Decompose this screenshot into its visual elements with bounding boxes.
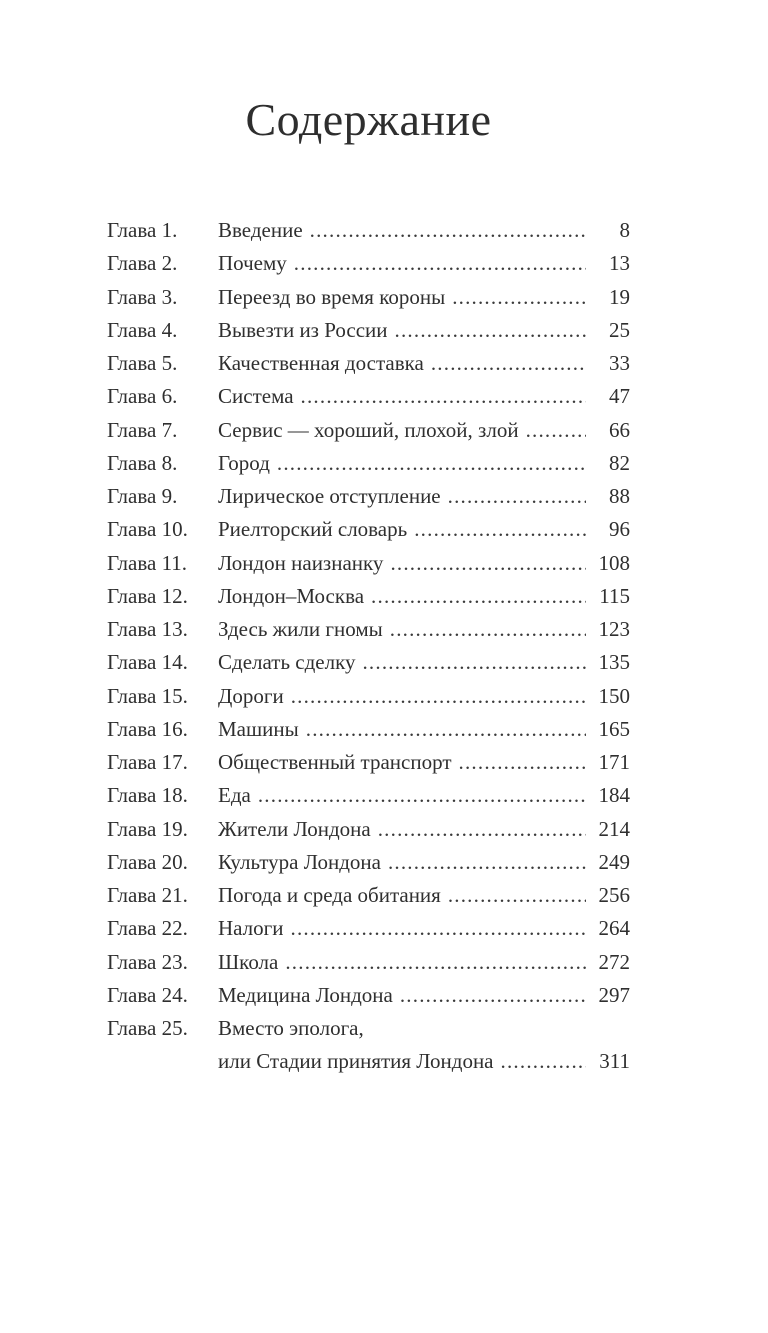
dot-leader bbox=[285, 946, 586, 979]
toc-entry bbox=[107, 946, 630, 979]
chapter-title: Машины bbox=[218, 716, 299, 741]
chapter-label: Глава 5. bbox=[107, 351, 178, 375]
chapter-label: Глава 22. bbox=[107, 916, 188, 941]
chapter-label: Глава 4. bbox=[107, 317, 178, 342]
chapter-title: Погода и среда обитания bbox=[218, 883, 441, 907]
dot-leader bbox=[390, 613, 586, 646]
chapter-label: Глава 6. bbox=[107, 384, 178, 409]
chapter-page-number: 123 bbox=[598, 617, 630, 641]
chapter-title-block bbox=[218, 513, 586, 546]
chapter-title-block bbox=[218, 912, 586, 945]
dot-leader bbox=[362, 646, 586, 679]
dot-leader bbox=[258, 779, 586, 812]
chapter-page-number: 8 bbox=[619, 218, 630, 242]
dot-leader bbox=[448, 879, 586, 912]
chapter-title-block bbox=[218, 713, 586, 746]
chapter-page-number: 171 bbox=[598, 750, 630, 774]
chapter-title-block bbox=[218, 646, 586, 679]
chapter-page-number: 88 bbox=[609, 484, 630, 508]
chapter-title-block bbox=[218, 447, 586, 480]
chapter-label: Глава 25. bbox=[107, 1016, 188, 1040]
chapter-title-block bbox=[218, 547, 586, 580]
chapter-title: Лондон наизнанку bbox=[218, 550, 384, 575]
chapter-label: Глава 10. bbox=[107, 517, 188, 542]
chapter-title-block bbox=[218, 281, 586, 314]
chapter-title: Еда bbox=[218, 783, 251, 808]
chapter-title-block bbox=[218, 846, 586, 879]
chapter-title-block bbox=[218, 247, 586, 280]
toc-entry bbox=[107, 447, 630, 480]
chapter-page-number: 33 bbox=[609, 351, 630, 375]
chapter-label: Глава 18. bbox=[107, 783, 188, 808]
dot-leader bbox=[310, 214, 586, 247]
toc-entry bbox=[107, 347, 630, 380]
chapter-title-block bbox=[218, 580, 586, 613]
chapter-page-number: 66 bbox=[609, 417, 630, 442]
chapter-page-number: 108 bbox=[598, 550, 630, 575]
chapter-page-number: 150 bbox=[598, 683, 630, 708]
dot-leader bbox=[294, 247, 586, 280]
dot-leader bbox=[395, 314, 586, 347]
chapter-title: Жители Лондона bbox=[218, 816, 371, 841]
toc-entry bbox=[107, 214, 630, 247]
toc-entry bbox=[107, 247, 630, 280]
chapter-label: Глава 11. bbox=[107, 550, 188, 575]
chapter-title: Лирическое отступление bbox=[218, 484, 441, 508]
chapter-page-number: 82 bbox=[609, 450, 630, 475]
chapter-label: Глава 17. bbox=[107, 750, 188, 774]
toc-entry bbox=[107, 1012, 630, 1079]
chapter-title-block bbox=[218, 314, 586, 347]
chapter-label: Глава 24. bbox=[107, 982, 188, 1007]
toc-page bbox=[107, 92, 630, 1079]
chapter-title: Дороги bbox=[218, 683, 284, 708]
chapter-title-block bbox=[218, 414, 586, 447]
dot-leader bbox=[291, 680, 586, 713]
chapter-page-number: 25 bbox=[609, 317, 630, 342]
dot-leader bbox=[501, 1045, 586, 1078]
chapter-page-number: 47 bbox=[609, 384, 630, 409]
dot-leader bbox=[306, 713, 586, 746]
chapter-title: Качественная доставка bbox=[218, 351, 424, 375]
toc-entry bbox=[107, 281, 630, 314]
toc-entry bbox=[107, 912, 630, 945]
chapter-title-block bbox=[218, 979, 586, 1012]
chapter-title-line: Вместо эполога, bbox=[218, 1016, 364, 1040]
dot-leader bbox=[378, 813, 586, 846]
chapter-label: Глава 2. bbox=[107, 251, 178, 276]
chapter-page-number: 19 bbox=[609, 284, 630, 309]
chapter-page-number: 264 bbox=[598, 916, 630, 941]
chapter-page-number: 115 bbox=[599, 583, 630, 608]
chapter-title-block bbox=[218, 347, 586, 380]
dot-leader bbox=[388, 846, 586, 879]
dot-leader bbox=[301, 380, 586, 413]
chapter-title-block bbox=[218, 613, 586, 646]
toc-entry bbox=[107, 680, 630, 713]
toc-entry bbox=[107, 480, 630, 513]
chapter-page-number: 165 bbox=[598, 716, 630, 741]
chapter-page-number: 256 bbox=[598, 883, 630, 907]
chapter-title-block bbox=[218, 779, 586, 812]
chapter-page-number: 272 bbox=[598, 949, 630, 974]
dot-leader bbox=[277, 447, 586, 480]
chapter-title-block bbox=[218, 680, 586, 713]
toc-entry bbox=[107, 979, 630, 1012]
toc-entry bbox=[107, 813, 630, 846]
toc-entry bbox=[107, 580, 630, 613]
toc-entry bbox=[107, 779, 630, 812]
dot-leader bbox=[431, 347, 586, 380]
dot-leader bbox=[371, 580, 586, 613]
dot-leader bbox=[291, 912, 586, 945]
chapter-label: Глава 19. bbox=[107, 816, 188, 841]
chapter-page-number: 249 bbox=[598, 849, 630, 874]
chapter-title: Налоги bbox=[218, 916, 284, 941]
toc-entry bbox=[107, 846, 630, 879]
dot-leader bbox=[400, 979, 586, 1012]
toc-entry bbox=[107, 547, 630, 580]
table-of-contents bbox=[107, 214, 630, 1079]
chapter-label: Глава 21. bbox=[107, 883, 188, 907]
dot-leader bbox=[526, 414, 586, 447]
dot-leader bbox=[390, 547, 586, 580]
chapter-title: Сервис — хороший, плохой, злой bbox=[218, 417, 519, 442]
dot-leader bbox=[459, 746, 586, 779]
chapter-title: Система bbox=[218, 384, 294, 409]
toc-entry bbox=[107, 879, 630, 912]
chapter-title: Общественный транспорт bbox=[218, 750, 452, 774]
chapter-title: Город bbox=[218, 450, 270, 475]
dot-leader bbox=[414, 513, 586, 546]
chapter-label: Глава 1. bbox=[107, 218, 178, 242]
toc-entry bbox=[107, 513, 630, 546]
chapter-page-number: 13 bbox=[609, 251, 630, 276]
chapter-title-block bbox=[218, 1012, 586, 1079]
chapter-page-number: 135 bbox=[598, 650, 630, 675]
chapter-page-number: 184 bbox=[598, 783, 630, 808]
chapter-label: Глава 15. bbox=[107, 683, 188, 708]
toc-entry bbox=[107, 380, 630, 413]
chapter-title-block bbox=[218, 480, 586, 513]
chapter-label: Глава 23. bbox=[107, 949, 188, 974]
toc-entry bbox=[107, 414, 630, 447]
chapter-title: или Стадии принятия Лондона bbox=[218, 1049, 494, 1074]
chapter-title: Здесь жили гномы bbox=[218, 617, 383, 641]
chapter-page-number: 214 bbox=[598, 816, 630, 841]
dot-leader bbox=[448, 480, 586, 513]
chapter-title-block bbox=[218, 380, 586, 413]
chapter-title: Медицина Лондона bbox=[218, 982, 393, 1007]
toc-entry bbox=[107, 646, 630, 679]
chapter-page-number: 96 bbox=[609, 517, 630, 542]
chapter-title-block bbox=[218, 746, 586, 779]
chapter-title: Культура Лондона bbox=[218, 849, 381, 874]
chapter-title-block bbox=[218, 946, 586, 979]
chapter-label: Глава 7. bbox=[107, 417, 178, 442]
chapter-label: Глава 9. bbox=[107, 484, 178, 508]
toc-entry bbox=[107, 713, 630, 746]
chapter-label: Глава 13. bbox=[107, 617, 188, 641]
chapter-title: Школа bbox=[218, 949, 279, 974]
toc-entry bbox=[107, 613, 630, 646]
chapter-label: Глава 14. bbox=[107, 650, 188, 675]
chapter-label: Глава 3. bbox=[107, 284, 178, 309]
chapter-title: Вывезти из России bbox=[218, 317, 388, 342]
chapter-label: Глава 12. bbox=[107, 583, 188, 608]
chapter-label: Глава 16. bbox=[107, 716, 188, 741]
toc-entry bbox=[107, 746, 630, 779]
chapter-page-number: 297 bbox=[598, 982, 630, 1007]
chapter-title: Переезд во время короны bbox=[218, 284, 446, 309]
chapter-title-block bbox=[218, 879, 586, 912]
chapter-title: Сделать сделку bbox=[218, 650, 356, 675]
page-title: Содержание bbox=[245, 94, 492, 145]
chapter-title: Введение bbox=[218, 218, 303, 242]
toc-entry bbox=[107, 314, 630, 347]
chapter-title: Почему bbox=[218, 251, 287, 276]
chapter-title-block bbox=[218, 813, 586, 846]
chapter-title: Лондон–Москва bbox=[218, 583, 365, 608]
chapter-label: Глава 20. bbox=[107, 849, 188, 874]
dot-leader bbox=[452, 281, 586, 314]
chapter-title: Риелторский словарь bbox=[218, 517, 408, 542]
chapter-page-number: 311 bbox=[599, 1049, 630, 1074]
chapter-label: Глава 8. bbox=[107, 450, 178, 475]
chapter-title-block bbox=[218, 214, 586, 247]
